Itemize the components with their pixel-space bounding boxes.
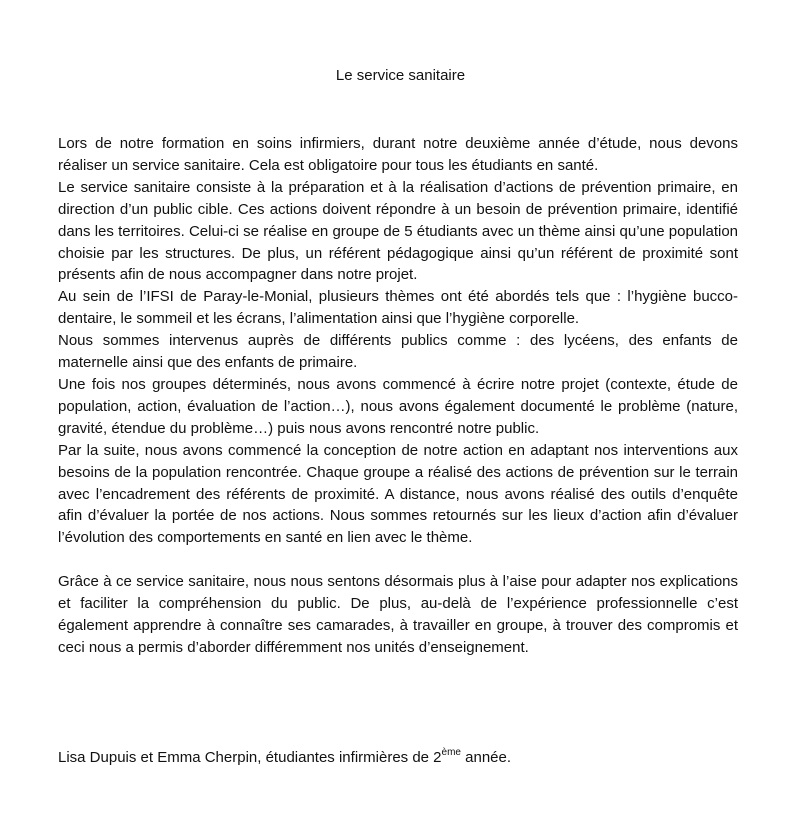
- document-title: Le service sanitaire: [335, 67, 466, 84]
- paragraph-intro: Lors de notre formation en soins infirmiers, durant notre deuxième année d’étude, nous devons réaliser un service sanitaire. Cela est obligatoire pour tous les étudiants en santé.: [58, 135, 738, 174]
- paragraph-action: Par la suite, nous avons commencé la conception de notre action en adaptant nos interventions aux besoins de la population rencontrée. Chaque groupe a réalisé des actions de prévention sur le terrain avec l’encadrement des référents de proximité. A distance, nous avons réalisé des outils d’enquête afin d’évaluer la portée de nos actions. Nous sommes retournés sur les lieux d’action afin d’évaluer l’évolution des comportements en santé en lien avec le thème.: [58, 441, 738, 547]
- signature-superscript: ème: [441, 747, 461, 758]
- paragraph-definition: Le service sanitaire consiste à la préparation et à la réalisation d’actions de prévention primaire, en direction d’un public cible. Ces actions doivent répondre à un besoin de prévention primaire, identifié dans les territoires. Celui-ci se réalise en groupe de 5 étudiants avec un thème ainsi qu’une population choisie par les structures. De plus, un référent pédagogique ainsi qu’un référent de proximité sont présents afin de nous accompagner dans notre projet.: [58, 178, 738, 284]
- paragraph-conclusion: Grâce à ce service sanitaire, nous nous sentons désormais plus à l’aise pour adapter nos explications et faciliter la compréhension du public. De plus, au-delà de l’expérience professionnelle c’est également apprendre à connaître ses camarades, à travailler en groupe, à trouver des compromis et ceci nous a permis d’aborder différemment nos unités d’enseignement.: [58, 573, 738, 656]
- signature-suffix: année.: [460, 749, 512, 766]
- document-body: [58, 133, 738, 659]
- signature-text: Lisa Dupuis et Emma Cherpin, étudiantes infirmières de 2: [58, 749, 442, 766]
- paragraph-themes: Au sein de l’IFSI de Paray-le-Monial, plusieurs thèmes ont été abordés tels que : l’hygiène bucco-dentaire, le sommeil et les écrans, l’alimentation ainsi que l’hygiène corporelle.: [58, 288, 738, 328]
- paragraph-publics: Nous sommes intervenus auprès de différents publics comme : des lycéens, des enfants de maternelle ainsi que des enfants de primaire.: [58, 332, 738, 372]
- signature-line: [58, 747, 511, 769]
- paragraph-project: Une fois nos groupes déterminés, nous avons commencé à écrire notre projet (contexte, étude de population, action, évaluation de l’action…), nous avons également documenté le problème (nature, gravité, étendue du problème…) puis nous avons rencontré notre public.: [58, 375, 738, 437]
